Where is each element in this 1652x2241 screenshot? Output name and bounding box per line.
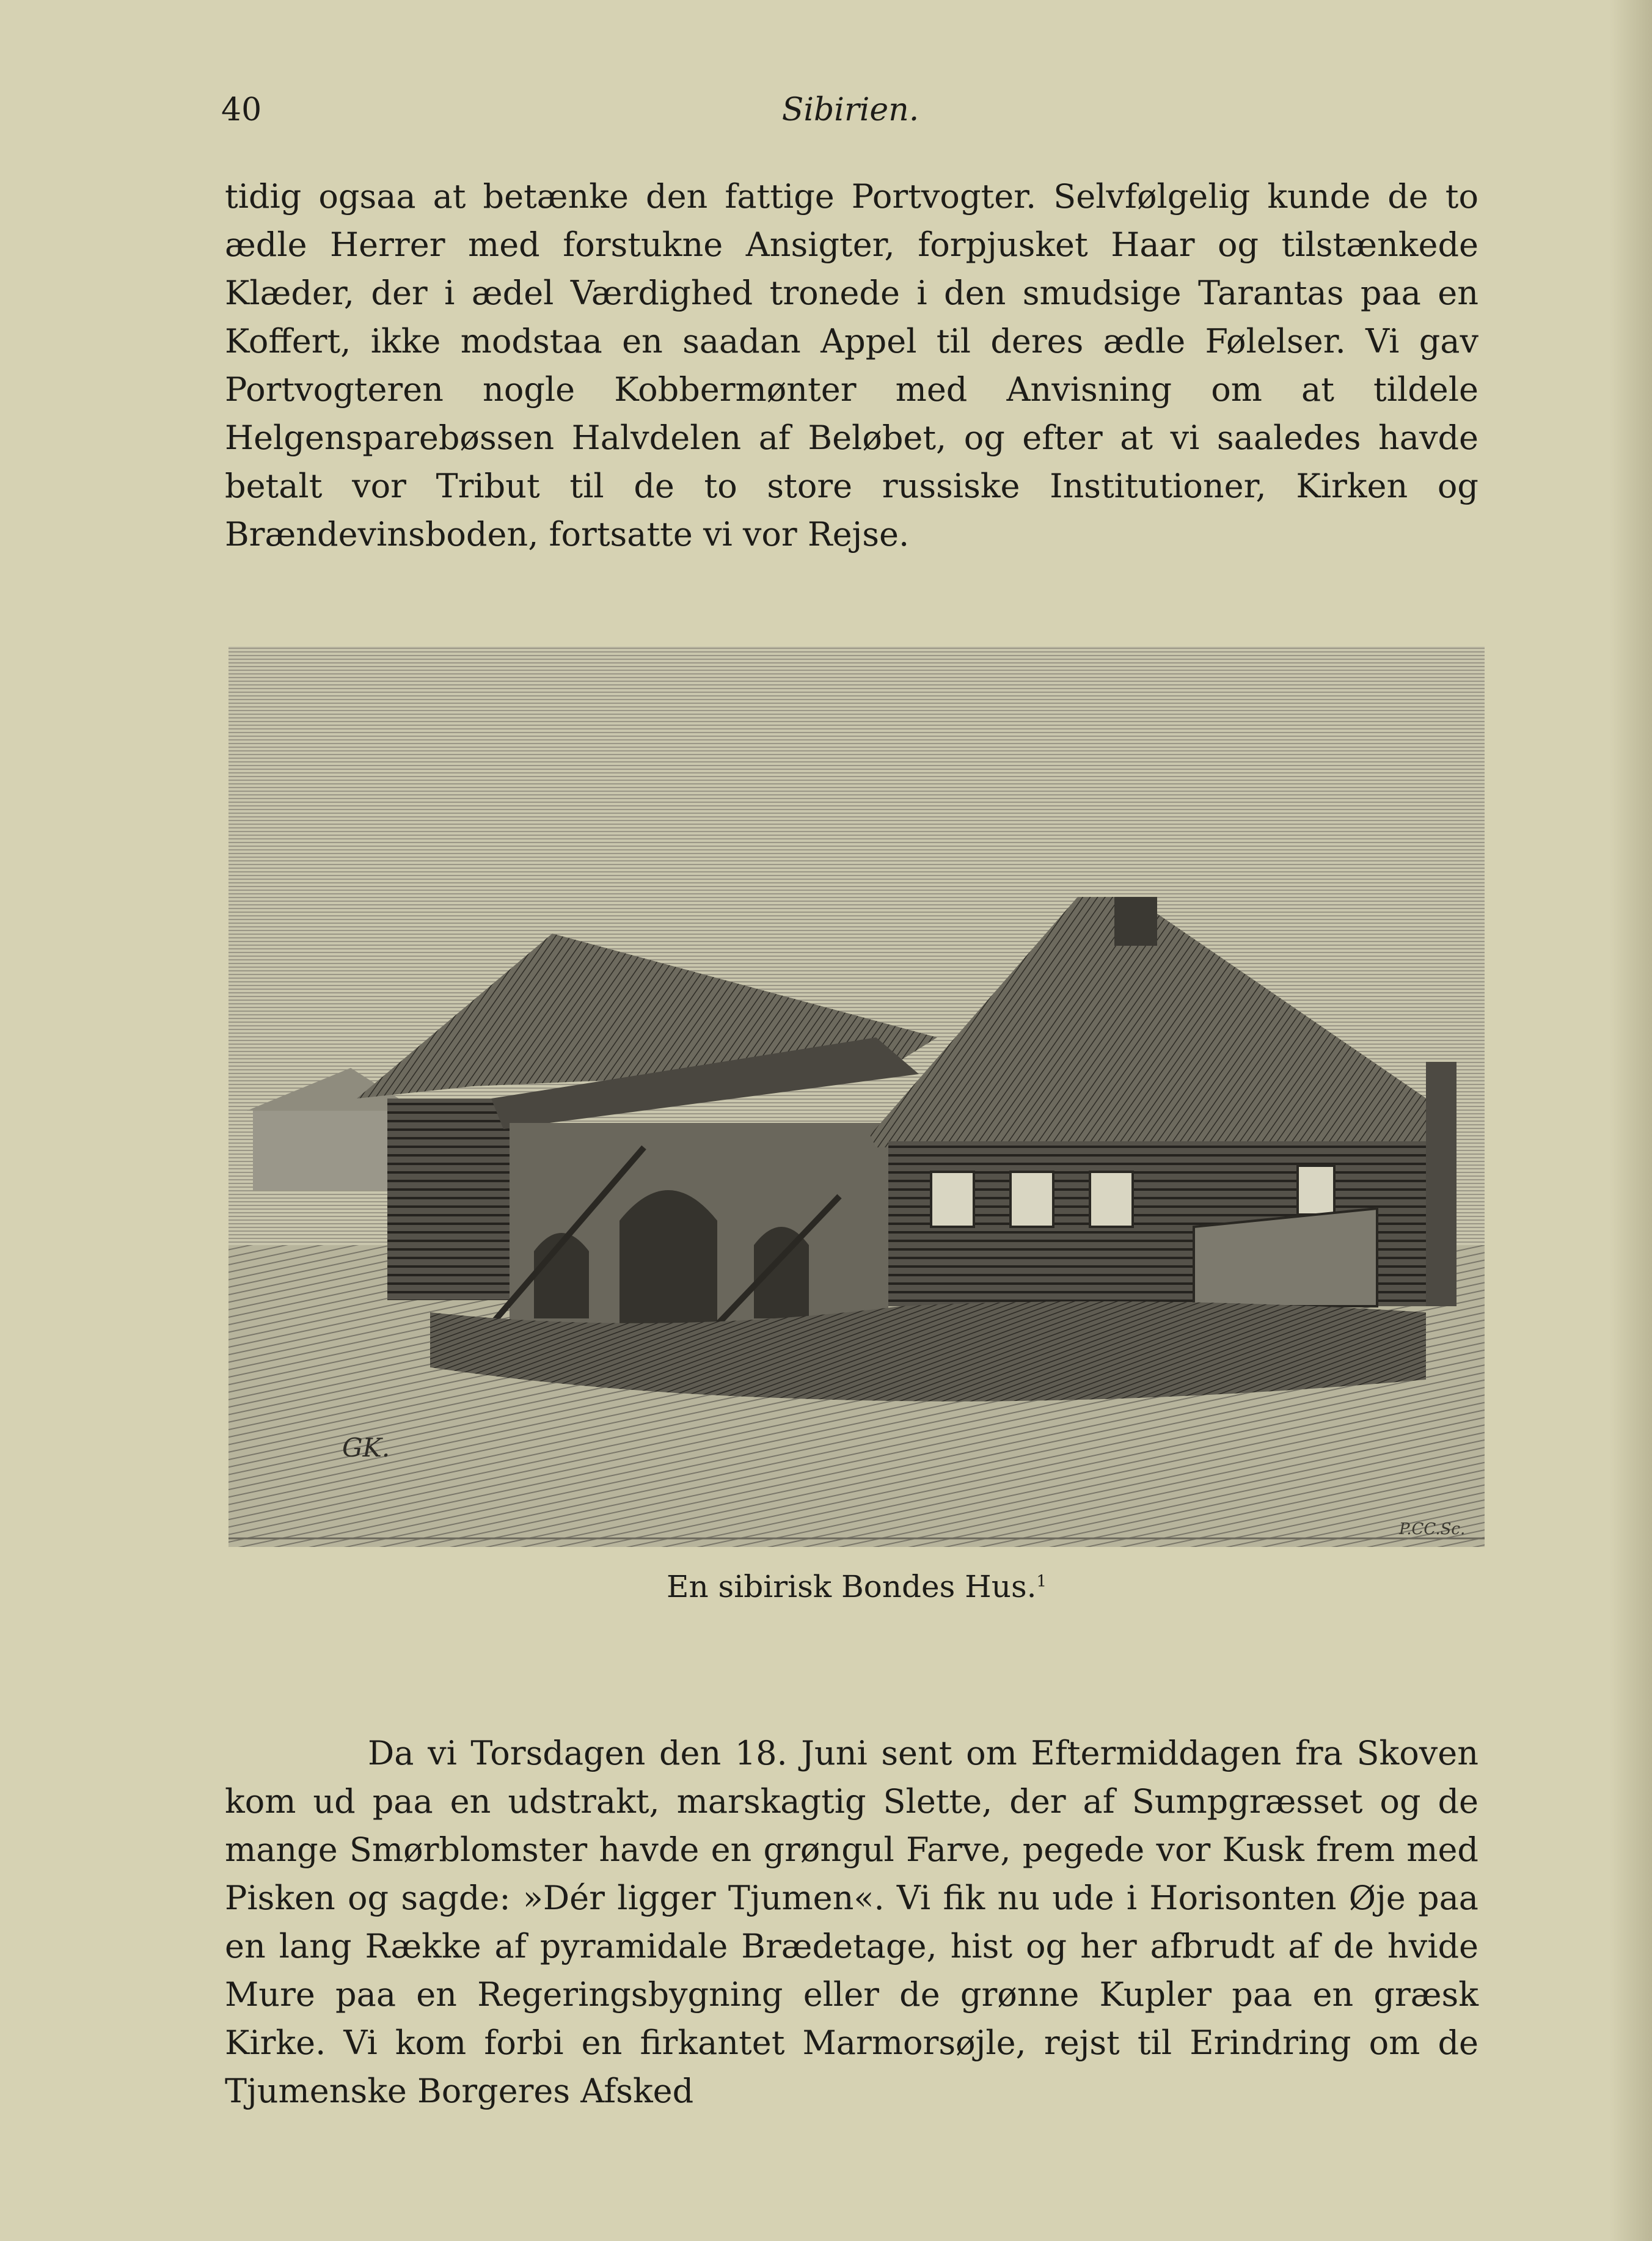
page-edge-shadow — [1609, 0, 1652, 2241]
engraver-signature: P.CC.Sc. — [1399, 1520, 1466, 1538]
footnote-marker: 1 — [1036, 1572, 1047, 1591]
artist-monogram: GK. — [342, 1433, 390, 1463]
page-number: 40 — [221, 92, 262, 128]
paragraph-bottom: Da vi Torsdagen den 18. Juni sent om Eftermiddagen fra Skoven kom ud paa en udstrakt, marskagtig Slette, der af Sumpgræsset og de mange Smørblomster havde en grøngul Farve, pegede vor Kusk frem med Pisken og sagde: »Dér ligger Tjumen«. Vi fik nu ude i Horisonten Øje paa en lang Række af pyramidale Brædetage, hist og her afbrudt af de hvide Mure paa en Regeringsbygning eller de grønne Kupler paa en græsk Kirke. Vi kom forbi en firkantet Marmorsøjle, rejst til Erindring om de Tjumenske Borgeres Afsked — [225, 1734, 1478, 2110]
running-title: Sibirien. — [781, 92, 919, 128]
caption-text: En sibirisk Bondes Hus. — [666, 1569, 1037, 1604]
figure-caption — [228, 1569, 1485, 1604]
siberian-farmhouse-engraving — [228, 646, 1485, 1547]
engraving-illustration — [228, 646, 1485, 1547]
page-header — [221, 92, 1480, 141]
paragraph-top: tidig ogsaa at betænke den fattige Portvogter. Selvfølgelig kunde de to ædle Herrer med forstukne Ansigter, forpjusket Haar og tilstænkede Klæder, der i ædel Værdighed tronede i den smudsige Tarantas paa en Koffert, ikke modstaa en saadan Appel til deres ædle Følelser. Vi gav Portvogteren nogle Kobbermønter med Anvisning om at tildele Helgensparebøssen Halvdelen af Beløbet, og efter at vi saaledes havde betalt vor Tribut til de to store russiske Institutioner, Kirken og Brændevinsboden, fortsatte vi vor Rejse. — [225, 177, 1478, 554]
